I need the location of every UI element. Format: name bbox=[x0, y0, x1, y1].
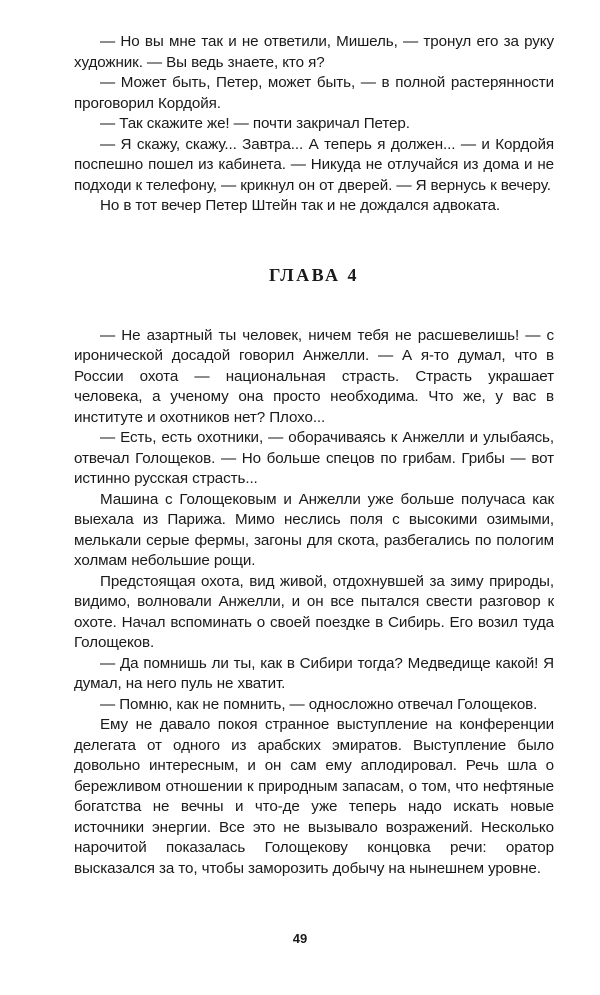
paragraph: — Есть, есть охотники, — оборачиваясь к Анжелли и улыбаясь, отвечал Голощеков. — Но больше спецов по грибам. Грибы — вот истинно русская страсть... bbox=[74, 429, 554, 487]
paragraph: — Так скажите же! — почти закричал Петер. bbox=[100, 115, 410, 132]
paragraph: — Помню, как не помнить, — односложно отвечал Голощеков. bbox=[100, 695, 538, 713]
paragraph: Машина с Голощековым и Анжелли уже больше получаса как выехала из Парижа. Мимо неслись поля с высокими озимыми, мелькали серые фермы, загоны для скота, разбегались по пологим холмам небольшие рощи. bbox=[74, 490, 554, 569]
section-two bbox=[74, 326, 554, 880]
paragraph: — Не азартный ты человек, ничем тебя не расшевелишь! — с иронической досадой говорил Анжелли. — А я-то думал, что в России охота — национальная страсть. Страсть украшает человека, а ученому она просто необходима. Что же, у вас в институте и охотников нет? Плохо... bbox=[74, 326, 554, 426]
paragraph: — Да помнишь ли ты, как в Сибири тогда? Медведище какой! Я думал, на него пуль не хватит. bbox=[74, 654, 554, 692]
paragraph: Ему не давало покоя странное выступление на конференции делегата от одного из арабских эмиратов. Выступление было довольно интересным, и он сам ему аплодировал. Речь шла о бережливом отношении к природным запасам, о том, что нефтяные богатства не вечны и что-де уже теперь надо искать новые источники энергии. Все это не вызывало возражений. Несколько нарочитой показалась Голощекову концовка речи: оратор высказался за то, чтобы заморозить добычу на нынешнем уровне. bbox=[74, 716, 554, 877]
chapter-heading: ГЛАВА 4 bbox=[268, 264, 360, 285]
paragraph: — Может быть, Петер, может быть, — в полной растерянности проговорил Кордойя. bbox=[74, 74, 554, 112]
section-one bbox=[74, 32, 554, 217]
book-page bbox=[74, 32, 554, 879]
page-number: 49 bbox=[292, 931, 308, 946]
paragraph: Предстоящая охота, вид живой, отдохнувшей за зиму природы, видимо, волновали Анжелли, и он все пытался свести разговор к охоте. Начал вспоминать о своей поездке в Сибирь. Его возил туда Голощеков. bbox=[74, 572, 554, 651]
paragraph: — Я скажу, скажу... Завтра... А теперь я должен... — и Кордойя поспешно пошел из кабинета. — Никуда не отлучайся из дома и не подходи к телефону, — крикнул он от дверей. — Я вернусь к вечеру. bbox=[74, 135, 554, 194]
paragraph: Но в тот вечер Петер Штейн так и не дождался адвоката. bbox=[100, 197, 501, 214]
paragraph: — Но вы мне так и не ответили, Мишель, — тронул его за руку художник. — Вы ведь знаете, кто я? bbox=[74, 33, 554, 71]
